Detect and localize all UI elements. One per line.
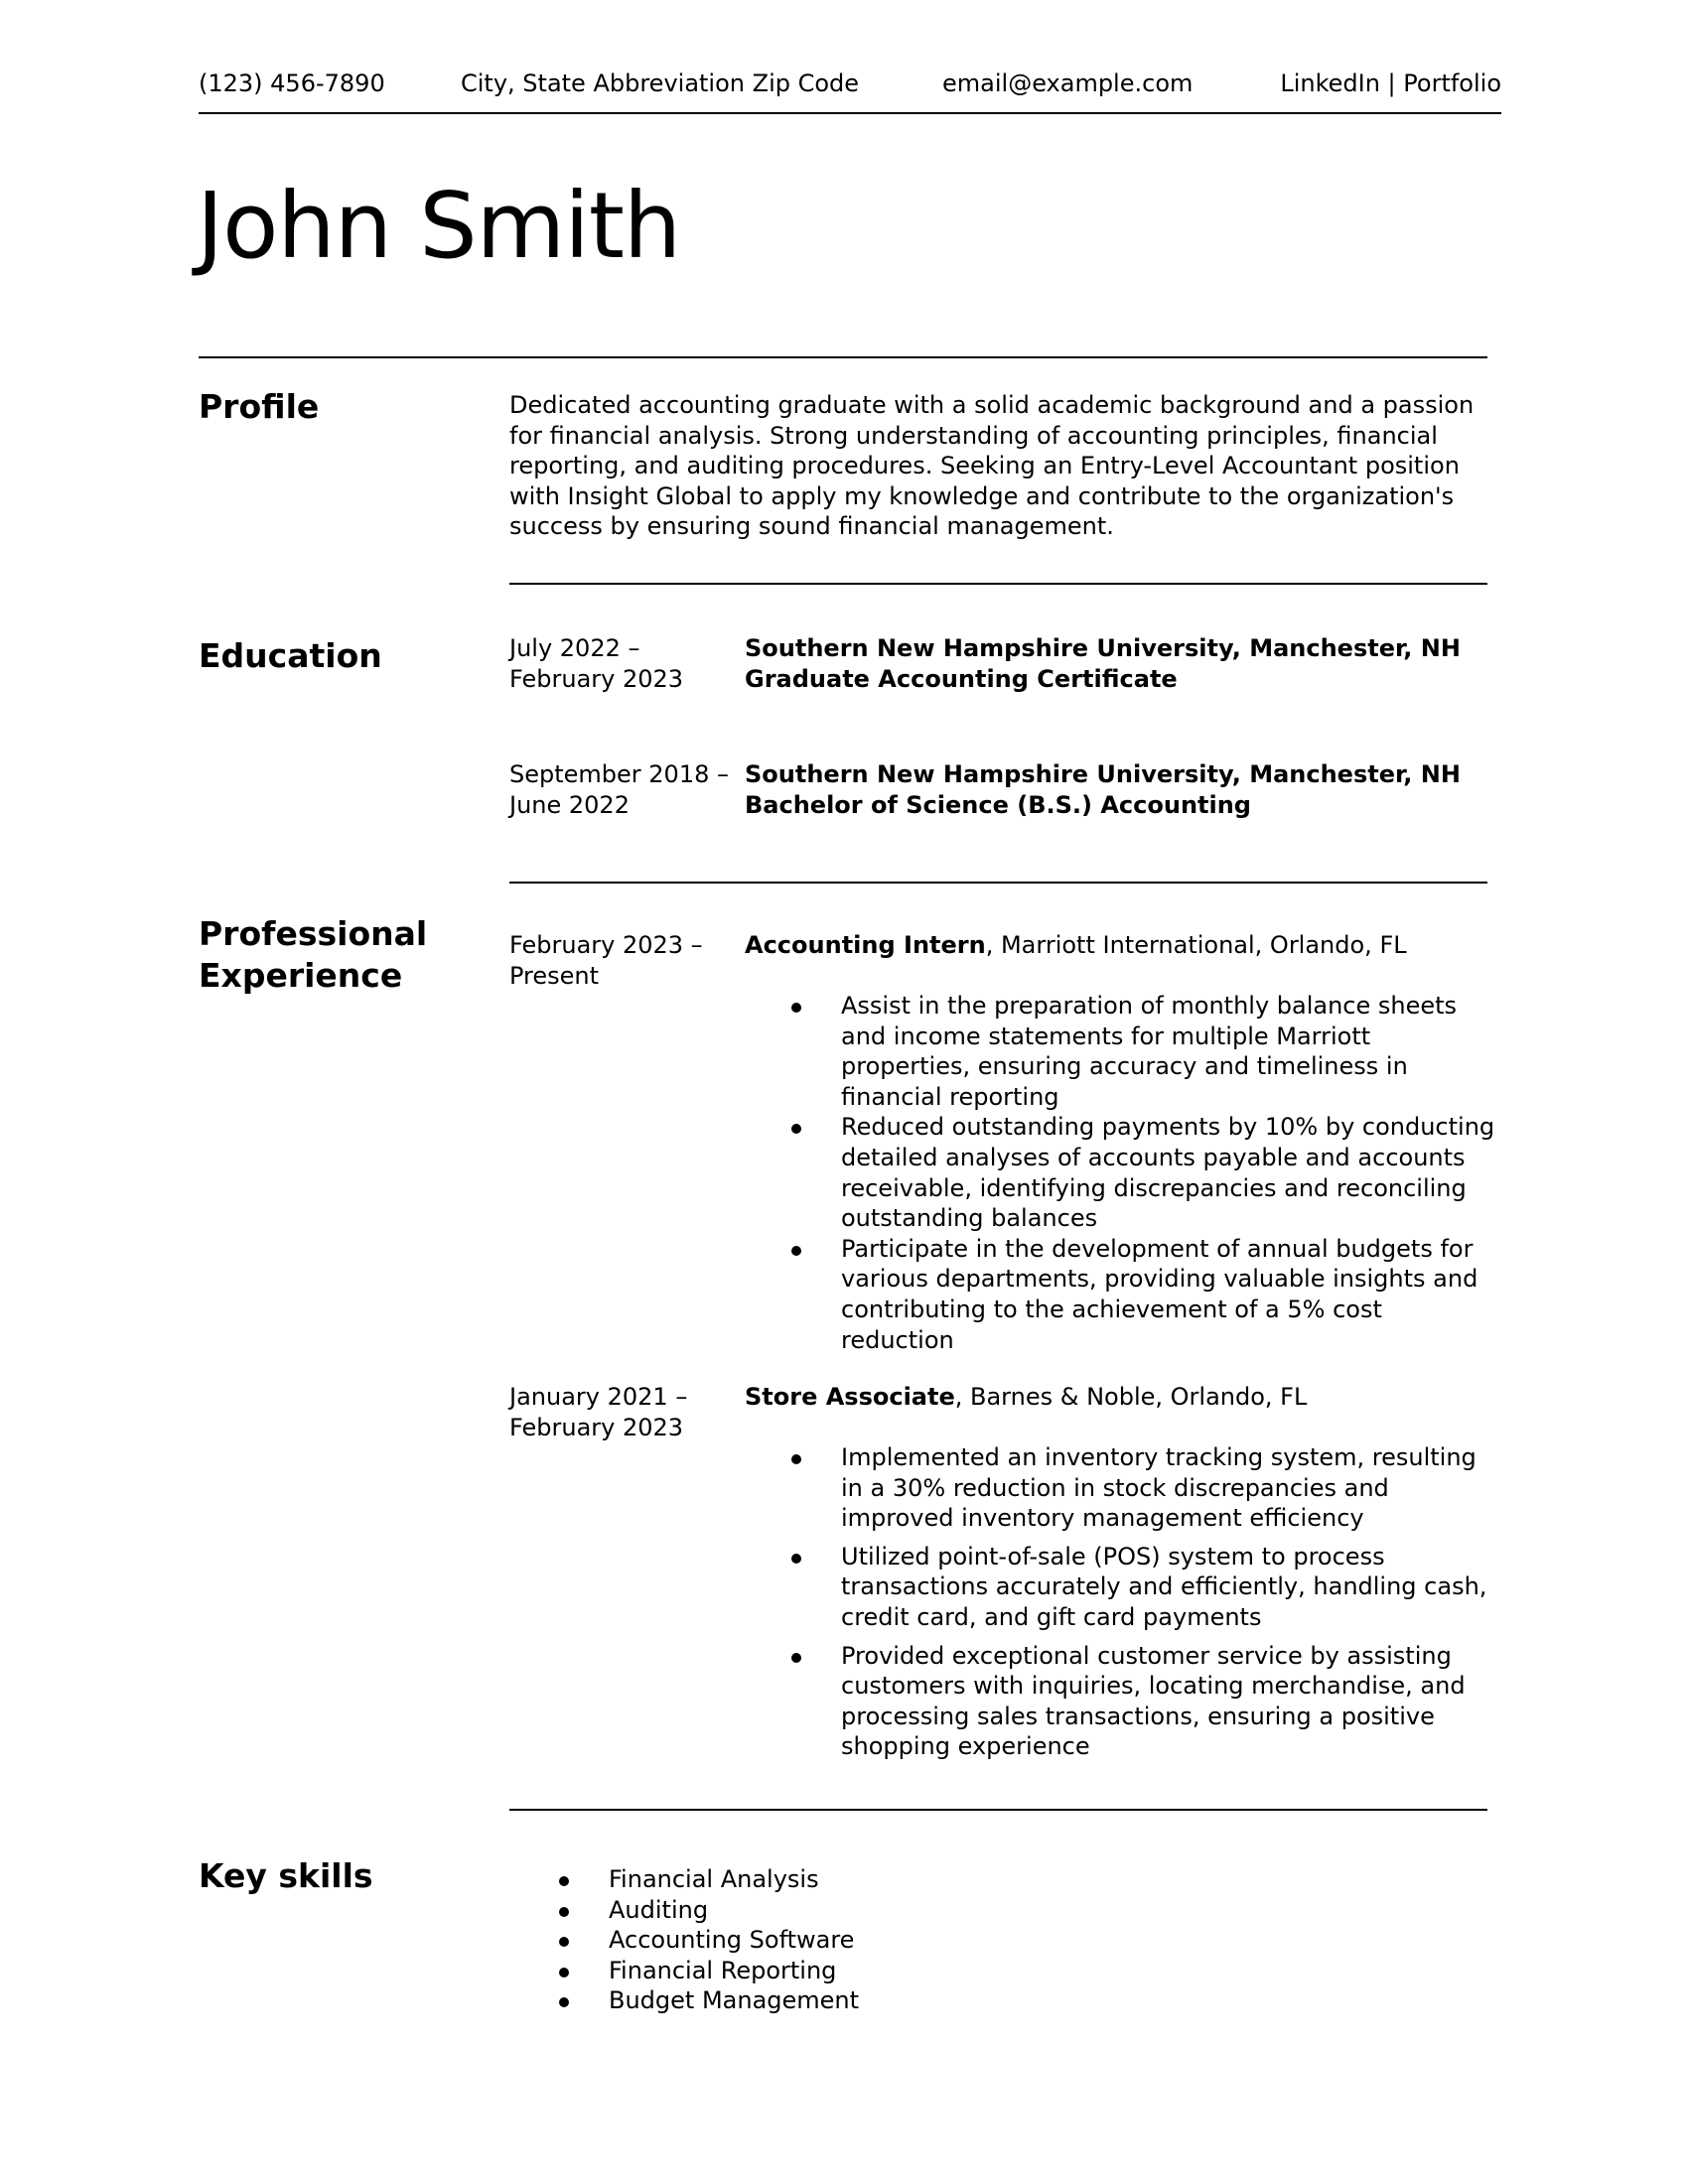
job-title-line (745, 1382, 1499, 1413)
list-item (791, 1641, 1496, 1762)
bullet-dot-icon (559, 1937, 569, 1947)
job-company: , Marriott International, Orlando, FL (985, 931, 1407, 959)
job-dates: January 2021 – February 2023 (509, 1383, 688, 1441)
bullet-dot-icon (791, 1003, 801, 1013)
contact-phone: (123) 456-7890 (199, 69, 385, 97)
bullet-dot-icon (559, 1997, 569, 2007)
skill-text: Accounting Software (609, 1926, 855, 1955)
skills-heading: Key skills (199, 1856, 373, 1895)
job-role: Accounting Intern (745, 931, 986, 959)
list-item (559, 1985, 1055, 2016)
job-company: , Barnes & Noble, Orlando, FL (954, 1383, 1308, 1411)
education-heading: Education (199, 636, 382, 675)
skills-list (559, 1864, 1055, 2016)
contact-links: LinkedIn | Portfolio (1280, 69, 1501, 97)
list-item (559, 1925, 1055, 1956)
education-dates: September 2018 – June 2022 (509, 760, 729, 819)
list-item (791, 1442, 1496, 1534)
education-degree: Bachelor of Science (B.S.) Accounting (745, 790, 1251, 819)
list-item (791, 1542, 1496, 1633)
job-dates: February 2023 – Present (509, 931, 703, 990)
bullet-dot-icon (791, 1454, 801, 1464)
list-item (791, 1112, 1496, 1233)
candidate-name: John Smith (197, 173, 681, 279)
bullet-text: Implemented an inventory tracking system, resulting in a 30% reduction in stock discrepancies and improved inventory management efficiency (841, 1443, 1477, 1533)
job-bullets (791, 991, 1496, 1355)
education-school: Southern New Hampshire University, Manchester, NH (745, 634, 1461, 662)
bullet-text: Reduced outstanding payments by 10% by conducting detailed analyses of accounts payable and accounts receivable, identifying discrepancies and reconciling outstanding balances (841, 1113, 1495, 1233)
profile-summary: Dedicated accounting graduate with a solid academic background and a passion for financial analysis. Strong understanding of accounting principles, financial reporting, and auditing procedures. Seeking an Entry-Level Accountant position with Insight Global to apply my knowledge and contribute to the organization's success by ensuring sound financial management. (509, 391, 1475, 541)
education-dates: July 2022 – February 2023 (509, 634, 684, 693)
experience-heading: Professional Experience (199, 914, 428, 995)
education-school: Southern New Hampshire University, Manchester, NH (745, 760, 1461, 788)
job-role: Store Associate (745, 1383, 955, 1411)
list-item (559, 1956, 1055, 1986)
bullet-text: Utilized point-of-sale (POS) system to process transactions accurately and efficiently, handling cash, credit card, and gift card payments (841, 1542, 1487, 1631)
contact-address: City, State Abbreviation Zip Code (461, 69, 860, 97)
bullet-dot-icon (791, 1246, 801, 1256)
bullet-dot-icon (791, 1124, 801, 1134)
skill-text: Budget Management (609, 1986, 860, 2015)
contact-header (199, 66, 1501, 101)
job-title-line (745, 930, 1499, 961)
skill-text: Financial Reporting (609, 1956, 837, 1984)
list-item (559, 1895, 1055, 1926)
education-degree: Graduate Accounting Certificate (745, 664, 1178, 693)
bullet-text: Provided exceptional customer service by assisting customers with inquiries, locating merchandise, and processing sales transactions, ensuring a positive shopping experience (841, 1641, 1466, 1761)
bullet-dot-icon (559, 1876, 569, 1886)
education-entry (745, 759, 1499, 820)
education-divider (509, 882, 1487, 884)
skill-text: Auditing (609, 1895, 709, 1924)
bullet-dot-icon (791, 1653, 801, 1663)
bullet-dot-icon (559, 1968, 569, 1978)
bullet-text: Participate in the development of annual budgets for various departments, providing valuable insights and contributing to the achievement of a 5% cost reduction (841, 1234, 1478, 1354)
bullet-dot-icon (559, 1907, 569, 1917)
list-item (791, 991, 1496, 1112)
header-divider (199, 112, 1501, 114)
bullet-text: Assist in the preparation of monthly balance sheets and income statements for multiple Marriott properties, ensuring accuracy and timeliness in financial reporting (841, 992, 1458, 1111)
contact-email: email@example.com (942, 69, 1194, 97)
name-divider (199, 356, 1487, 358)
list-item (559, 1864, 1055, 1895)
list-item (791, 1234, 1496, 1355)
job-bullets (791, 1442, 1496, 1762)
skill-text: Financial Analysis (609, 1865, 819, 1893)
profile-divider (509, 583, 1487, 585)
bullet-dot-icon (791, 1554, 801, 1564)
experience-divider (509, 1809, 1487, 1811)
profile-heading: Profile (199, 387, 320, 426)
education-entry (745, 633, 1499, 694)
